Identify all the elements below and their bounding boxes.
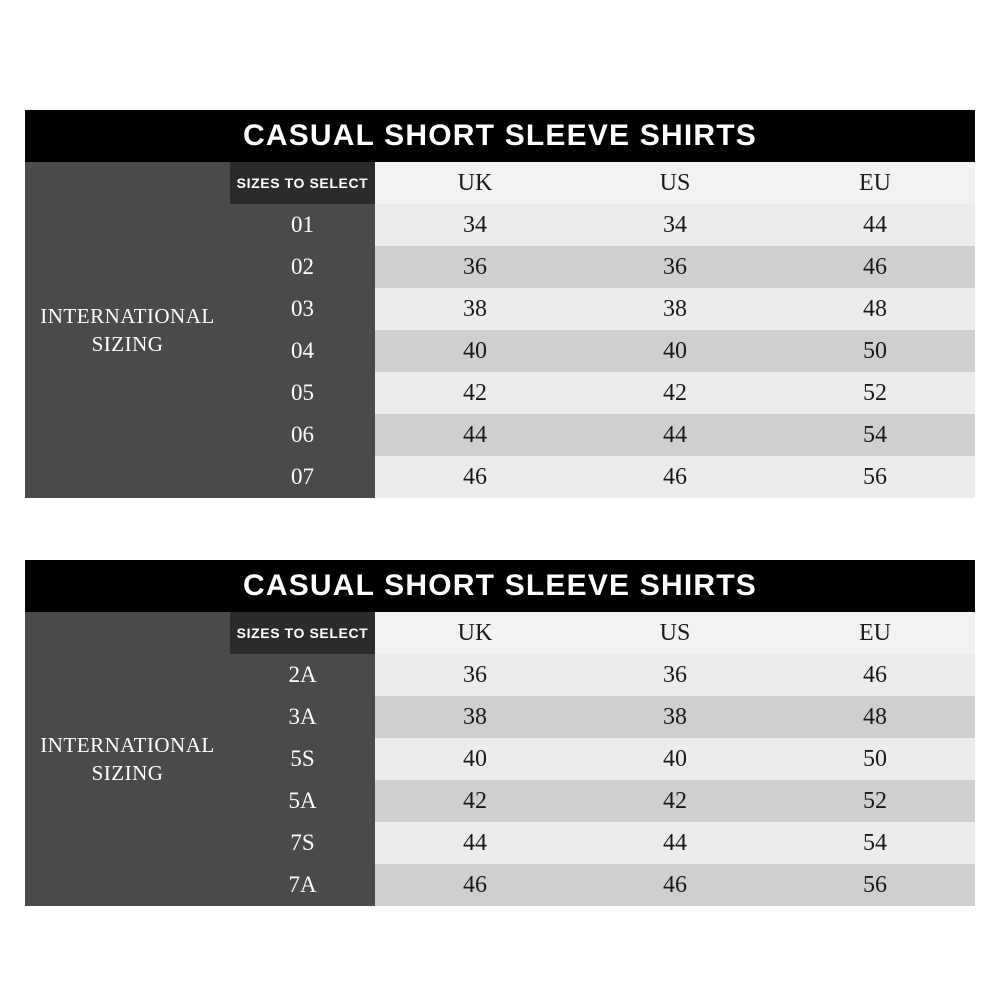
cell-size: 3A <box>230 696 375 738</box>
cell-size: 06 <box>230 414 375 456</box>
cell-size: 07 <box>230 456 375 498</box>
cell-eu: 46 <box>775 654 975 696</box>
cell-uk: 40 <box>375 738 575 780</box>
header-sizes-to-select: SIZES TO SELECT <box>230 162 375 204</box>
side-label-international-sizing <box>25 162 230 498</box>
size-chart-block <box>25 110 975 498</box>
table-header-row <box>230 612 975 654</box>
cell-us: 42 <box>575 780 775 822</box>
table-row <box>230 456 975 498</box>
cell-uk: 34 <box>375 204 575 246</box>
cell-uk: 38 <box>375 288 575 330</box>
cell-eu: 52 <box>775 372 975 414</box>
cell-uk: 44 <box>375 414 575 456</box>
cell-size: 7S <box>230 822 375 864</box>
cell-us: 38 <box>575 696 775 738</box>
cell-us: 44 <box>575 414 775 456</box>
cell-eu: 50 <box>775 330 975 372</box>
cell-us: 40 <box>575 330 775 372</box>
table-row <box>230 204 975 246</box>
cell-eu: 54 <box>775 414 975 456</box>
side-label-international-sizing <box>25 612 230 906</box>
table-row <box>230 414 975 456</box>
cell-uk: 36 <box>375 654 575 696</box>
chart-grid <box>230 162 975 498</box>
header-region-us: US <box>575 612 775 654</box>
page-title: CASUAL SHORT SLEEVE SHIRTS <box>242 119 758 152</box>
cell-eu: 48 <box>775 288 975 330</box>
cell-eu: 48 <box>775 696 975 738</box>
table-row <box>230 372 975 414</box>
chart-body <box>25 612 975 906</box>
table-row <box>230 864 975 906</box>
header-region-eu: EU <box>775 612 975 654</box>
cell-size: 2A <box>230 654 375 696</box>
cell-us: 36 <box>575 654 775 696</box>
page-title: CASUAL SHORT SLEEVE SHIRTS <box>242 569 758 602</box>
cell-uk: 36 <box>375 246 575 288</box>
cell-eu: 54 <box>775 822 975 864</box>
chart-title-bar <box>25 110 975 162</box>
chart-body <box>25 162 975 498</box>
cell-us: 42 <box>575 372 775 414</box>
table-header-row <box>230 162 975 204</box>
cell-uk: 46 <box>375 456 575 498</box>
cell-eu: 56 <box>775 864 975 906</box>
cell-us: 44 <box>575 822 775 864</box>
cell-us: 36 <box>575 246 775 288</box>
cell-size: 5S <box>230 738 375 780</box>
header-region-uk: UK <box>375 162 575 204</box>
chart-grid <box>230 612 975 906</box>
cell-size: 7A <box>230 864 375 906</box>
cell-eu: 50 <box>775 738 975 780</box>
table-row <box>230 780 975 822</box>
cell-us: 38 <box>575 288 775 330</box>
cell-size: 04 <box>230 330 375 372</box>
cell-uk: 42 <box>375 372 575 414</box>
side-label-text: INTERNATIONAL SIZING <box>40 303 215 356</box>
cell-uk: 38 <box>375 696 575 738</box>
cell-size: 05 <box>230 372 375 414</box>
cell-eu: 56 <box>775 456 975 498</box>
side-label-text: INTERNATIONAL SIZING <box>40 732 215 785</box>
cell-uk: 40 <box>375 330 575 372</box>
cell-size: 02 <box>230 246 375 288</box>
cell-size: 5A <box>230 780 375 822</box>
table-row <box>230 738 975 780</box>
table-row <box>230 822 975 864</box>
size-table <box>230 162 975 498</box>
header-sizes-to-select: SIZES TO SELECT <box>230 612 375 654</box>
cell-uk: 44 <box>375 822 575 864</box>
cell-us: 40 <box>575 738 775 780</box>
cell-size: 01 <box>230 204 375 246</box>
chart-title-bar <box>25 560 975 612</box>
cell-eu: 52 <box>775 780 975 822</box>
table-row <box>230 288 975 330</box>
cell-eu: 44 <box>775 204 975 246</box>
cell-size: 03 <box>230 288 375 330</box>
table-row <box>230 246 975 288</box>
cell-uk: 46 <box>375 864 575 906</box>
header-region-eu: EU <box>775 162 975 204</box>
cell-us: 46 <box>575 456 775 498</box>
table-row <box>230 696 975 738</box>
table-row <box>230 330 975 372</box>
table-row <box>230 654 975 696</box>
header-region-us: US <box>575 162 775 204</box>
header-region-uk: UK <box>375 612 575 654</box>
size-chart-block <box>25 560 975 906</box>
cell-us: 46 <box>575 864 775 906</box>
cell-eu: 46 <box>775 246 975 288</box>
size-table <box>230 612 975 906</box>
cell-us: 34 <box>575 204 775 246</box>
cell-uk: 42 <box>375 780 575 822</box>
